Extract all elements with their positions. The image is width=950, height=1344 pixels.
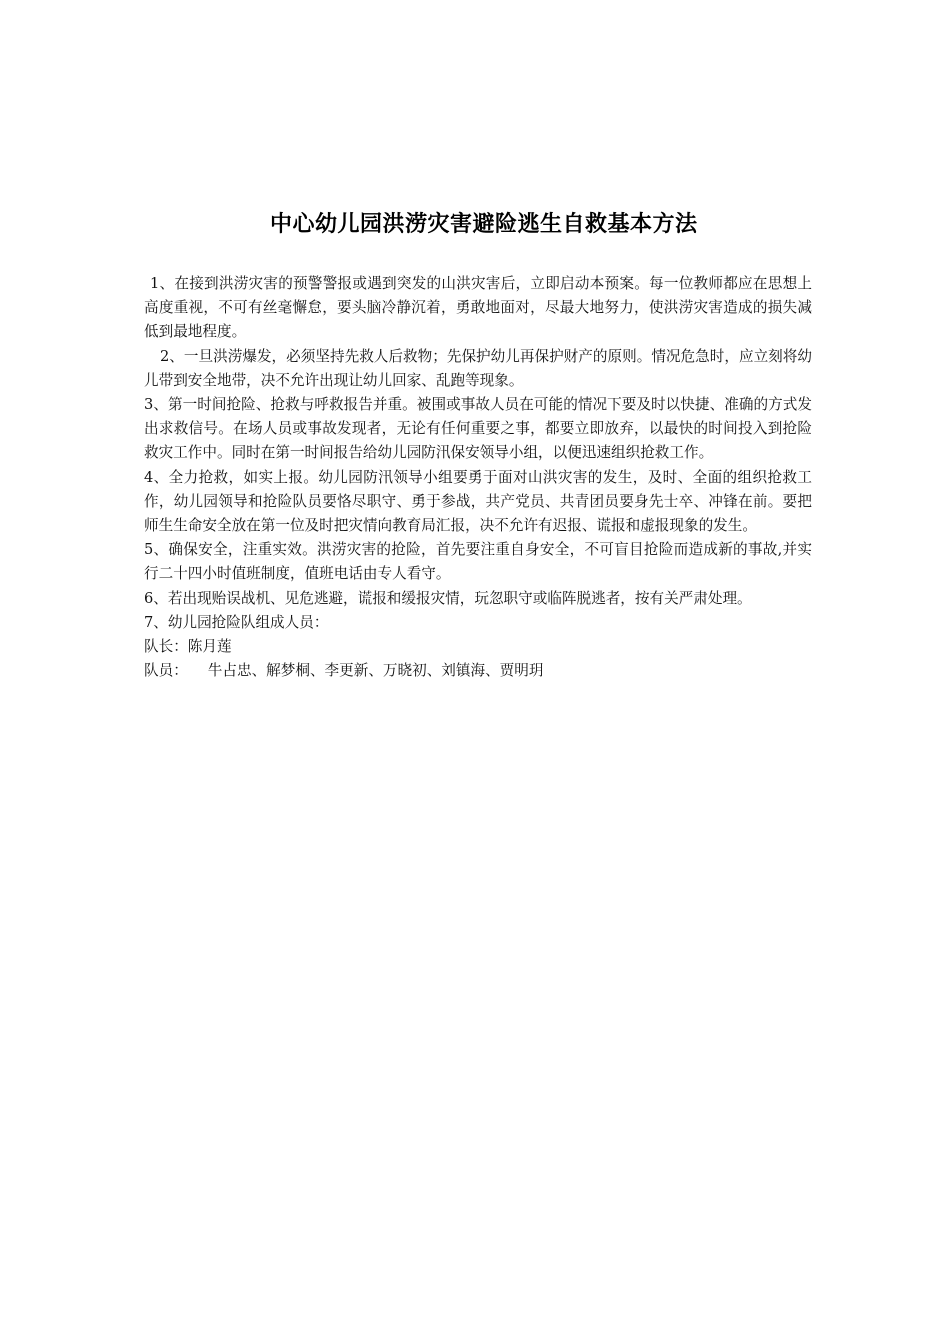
paragraph-4: 4、全力抢救，如实上报。幼儿园防汛领导小组要勇于面对山洪灾害的发生，及时、全面的组织抢救工作，幼儿园领导和抢险队员要恪尽职守、勇于参战，共产党员、共青团员要身先士卒、冲锋在前。要把师生生命安全放在第一位及时把灾情向教育局汇报，决不允许有迟报、谎报和虚报现象的发生。: [144, 468, 812, 535]
team-members-row: [144, 659, 812, 683]
document-body: [144, 272, 812, 683]
paragraph-2: 2、一旦洪涝爆发，必须坚持先救人后救物；先保护幼儿再保护财产的原则。情况危急时，应立刻将幼儿带到安全地带，决不允许出现让幼儿回家、乱跑等现象。: [144, 347, 812, 389]
team-members-list: 牛占忠、解梦桐、李更新、万晓初、刘镇海、贾明玥: [207, 662, 544, 680]
document-title: 中心幼儿园洪涝灾害避险逃生自救基本方法: [270, 212, 698, 237]
team-leader: 队长：陈月莲: [144, 638, 232, 656]
team-members-label: 队员：: [144, 662, 188, 680]
paragraph-5: 5、确保安全，注重实效。洪涝灾害的抢险，首先要注重自身安全，不可盲目抢险而造成新的事故,并实行二十四小时值班制度，值班电话由专人看守。: [144, 541, 812, 583]
paragraph-3: 3、第一时间抢险、抢救与呼救报告并重。被围或事故人员在可能的情况下要及时以快捷、准确的方式发出求救信号。在场人员或事故发现者，无论有任何重要之事，都要立即放弃，以最快的时间投入到抢险救灾工作中。同时在第一时间报告给幼儿园防汛保安领导小组，以便迅速组织抢救工作。: [144, 396, 812, 462]
paragraph-7: 7、幼儿园抢险队组成人员：: [144, 613, 329, 631]
paragraph-1: 1、在接到洪涝灾害的预警警报或遇到突发的山洪灾害后，立即启动本预案。每一位教师都应在思想上高度重视，不可有丝毫懈怠，要头脑冷静沉着，勇敢地面对，尽最大地努力，使洪涝灾害造成的损失减低到最地程度。: [144, 275, 812, 341]
paragraph-6: 6、若出现贻误战机、见危逃避，谎报和缓报灾情，玩忽职守或临阵脱逃者，按有关严肃处理。: [144, 589, 752, 607]
